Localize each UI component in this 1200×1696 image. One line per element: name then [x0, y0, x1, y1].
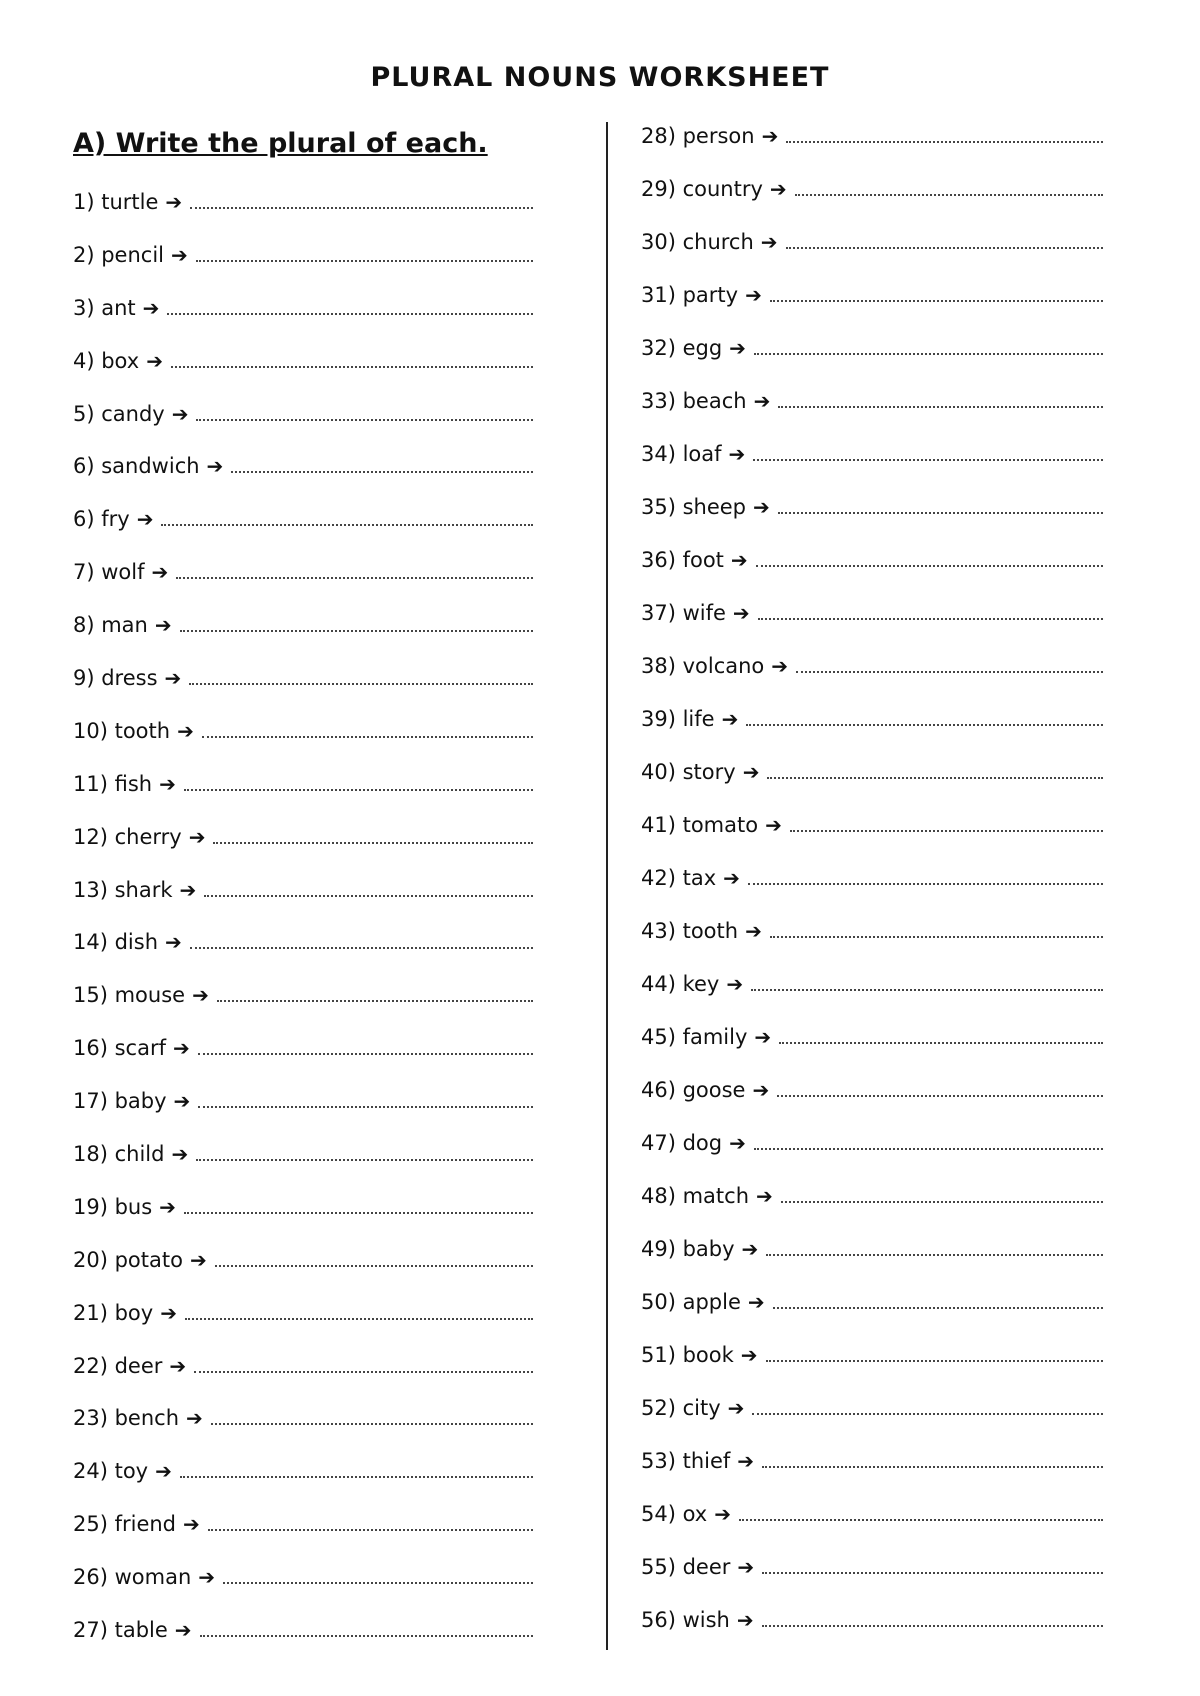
item-word: 37) wife [641, 601, 726, 625]
arrow-icon: ➔ [146, 348, 163, 373]
answer-line[interactable] [751, 988, 1103, 991]
worksheet-item [73, 930, 533, 983]
arrow-icon: ➔ [740, 1343, 758, 1367]
answer-line[interactable] [223, 1581, 533, 1584]
answer-line[interactable] [770, 299, 1103, 302]
arrow-icon: ➔ [165, 190, 183, 214]
worksheet-item [73, 296, 533, 349]
item-word: 26) woman [73, 1565, 192, 1590]
answer-line[interactable] [781, 1200, 1103, 1203]
item-word: 17) baby [73, 1089, 167, 1114]
arrow-icon: ➔ [174, 1618, 192, 1643]
answer-line[interactable] [217, 999, 533, 1002]
item-word: 19) bus [73, 1194, 153, 1219]
worksheet-item [641, 1184, 1103, 1237]
answer-line[interactable] [171, 365, 533, 368]
item-word: 41) tomato [641, 813, 759, 837]
item-word: 30) church [641, 230, 754, 254]
answer-line[interactable] [189, 682, 533, 685]
arrow-icon: ➔ [136, 507, 154, 532]
item-word: 45) family [641, 1025, 748, 1049]
worksheet-item [73, 1301, 533, 1354]
item-word: 42) tax [641, 866, 717, 890]
worksheet-item [641, 548, 1103, 601]
answer-line[interactable] [758, 617, 1103, 620]
worksheet-item [641, 1343, 1103, 1396]
item-word: 32) egg [641, 336, 723, 360]
worksheet-item [641, 760, 1103, 813]
left-column [73, 190, 533, 1671]
answer-line[interactable] [208, 1528, 533, 1531]
item-word: 39) life [641, 707, 715, 731]
item-word: 14) dish [73, 930, 159, 955]
arrow-icon: ➔ [742, 760, 760, 784]
worksheet-item [641, 1396, 1103, 1449]
arrow-icon: ➔ [732, 601, 750, 625]
worksheet-item [73, 772, 533, 825]
worksheet-item [73, 666, 533, 719]
arrow-icon: ➔ [727, 1396, 745, 1420]
item-word: 48) match [641, 1184, 750, 1208]
arrow-icon: ➔ [171, 401, 189, 426]
worksheet-item [73, 1142, 533, 1195]
item-word: 21) boy [73, 1300, 154, 1325]
right-column [641, 124, 1103, 1661]
item-word: 6) fry [73, 507, 130, 532]
arrow-icon: ➔ [173, 1089, 191, 1114]
worksheet-item [641, 1555, 1103, 1608]
answer-line[interactable] [180, 629, 533, 632]
answer-line[interactable] [200, 1634, 533, 1637]
answer-line[interactable] [762, 1624, 1103, 1627]
arrow-icon: ➔ [756, 1184, 773, 1208]
arrow-icon: ➔ [769, 177, 787, 201]
item-word: 47) dog [641, 1131, 723, 1155]
worksheet-item [641, 124, 1103, 177]
item-word: 33) beach [641, 389, 747, 413]
answer-line[interactable] [176, 576, 533, 579]
arrow-icon: ➔ [164, 666, 182, 691]
answer-line[interactable] [777, 1094, 1103, 1097]
answer-line[interactable] [185, 1317, 533, 1320]
worksheet-item [641, 919, 1103, 972]
arrow-icon: ➔ [752, 1078, 770, 1102]
answer-line[interactable] [161, 523, 533, 526]
arrow-icon: ➔ [753, 495, 770, 519]
arrow-icon: ➔ [155, 1459, 172, 1484]
item-word: 13) shark [73, 877, 173, 902]
worksheet-item [641, 1131, 1103, 1184]
answer-line[interactable] [196, 259, 533, 262]
item-word: 7) wolf [73, 560, 145, 585]
worksheet-item [73, 1565, 533, 1618]
answer-line[interactable] [778, 511, 1103, 514]
arrow-icon: ➔ [728, 442, 746, 466]
item-word: 12) cherry [73, 824, 182, 849]
answer-line[interactable] [786, 140, 1103, 143]
answer-line[interactable] [766, 1359, 1103, 1362]
worksheet-item [73, 719, 533, 772]
arrow-icon: ➔ [159, 1194, 176, 1219]
answer-line[interactable] [739, 1518, 1103, 1521]
item-word: 36) foot [641, 548, 724, 572]
item-word: 11) fish [73, 771, 153, 796]
item-word: 25) friend [73, 1512, 177, 1537]
answer-line[interactable] [767, 776, 1103, 779]
worksheet-item [73, 1248, 533, 1301]
item-word: 1) turtle [73, 190, 159, 214]
answer-line[interactable] [756, 564, 1103, 567]
item-word: 22) deer [73, 1353, 163, 1378]
arrow-icon: ➔ [765, 813, 782, 837]
arrow-icon: ➔ [729, 336, 746, 360]
arrow-icon: ➔ [723, 866, 740, 890]
arrow-icon: ➔ [189, 1247, 207, 1272]
worksheet-item [641, 601, 1103, 654]
worksheet-item [641, 442, 1103, 495]
worksheet-item [641, 813, 1103, 866]
answer-line[interactable] [778, 405, 1103, 408]
worksheet-item [641, 1449, 1103, 1502]
item-word: 29) country [641, 177, 763, 201]
arrow-icon: ➔ [741, 1237, 759, 1261]
worksheet-item [73, 878, 533, 931]
worksheet-item [73, 1618, 533, 1671]
answer-line[interactable] [198, 1105, 533, 1108]
worksheet-item [641, 283, 1103, 336]
arrow-icon: ➔ [753, 389, 771, 413]
item-word: 18) child [73, 1142, 165, 1167]
arrow-icon: ➔ [183, 1512, 200, 1537]
arrow-icon: ➔ [165, 930, 182, 955]
answer-line[interactable] [770, 935, 1103, 938]
arrow-icon: ➔ [726, 972, 744, 996]
worksheet-item [641, 1237, 1103, 1290]
item-word: 15) mouse [73, 983, 186, 1008]
worksheet-item [73, 1036, 533, 1089]
worksheet-item [641, 707, 1103, 760]
answer-line[interactable] [795, 193, 1103, 196]
item-word: 9) dress [73, 666, 158, 691]
answer-line[interactable] [215, 1264, 533, 1267]
answer-line[interactable] [196, 1158, 533, 1161]
arrow-icon: ➔ [171, 1142, 189, 1167]
answer-line[interactable] [211, 1422, 533, 1425]
item-word: 56) wish [641, 1608, 730, 1632]
item-word: 38) volcano [641, 654, 765, 678]
worksheet-item [73, 1195, 533, 1248]
arrow-icon: ➔ [737, 1449, 755, 1473]
worksheet-item [73, 825, 533, 878]
arrow-icon: ➔ [714, 1502, 731, 1526]
item-word: 5) candy [73, 401, 165, 426]
item-word: 54) ox [641, 1502, 708, 1526]
arrow-icon: ➔ [745, 919, 762, 943]
item-word: 43) tooth [641, 919, 739, 943]
arrow-icon: ➔ [169, 1353, 187, 1378]
arrow-icon: ➔ [160, 1300, 177, 1325]
arrow-icon: ➔ [771, 654, 789, 678]
worksheet-item [73, 507, 533, 560]
item-word: 10) tooth [73, 718, 171, 743]
arrow-icon: ➔ [761, 124, 779, 148]
answer-line[interactable] [779, 1041, 1103, 1044]
section-heading: A) Write the plural of each. [73, 128, 488, 159]
arrow-icon: ➔ [192, 983, 209, 1008]
arrow-icon: ➔ [747, 1290, 765, 1314]
arrow-icon: ➔ [206, 454, 224, 479]
answer-line[interactable] [790, 829, 1103, 832]
answer-line[interactable] [190, 206, 533, 209]
worksheet-item [73, 190, 533, 243]
arrow-icon: ➔ [730, 548, 748, 572]
worksheet-item [641, 1502, 1103, 1555]
column-divider [606, 122, 608, 1650]
worksheet-item [641, 336, 1103, 389]
answer-line[interactable] [196, 418, 533, 421]
worksheet-item [73, 243, 533, 296]
item-word: 3) ant [73, 295, 136, 320]
answer-line[interactable] [746, 723, 1103, 726]
worksheet-item [73, 983, 533, 1036]
item-word: 34) loaf [641, 442, 722, 466]
answer-line[interactable] [167, 312, 533, 315]
worksheet-item [73, 1459, 533, 1512]
worksheet-item [73, 1089, 533, 1142]
arrow-icon: ➔ [198, 1565, 216, 1590]
item-word: 52) city [641, 1396, 721, 1420]
arrow-icon: ➔ [151, 560, 169, 585]
worksheet-item [641, 1608, 1103, 1661]
item-word: 4) box [73, 348, 140, 373]
answer-line[interactable] [213, 841, 533, 844]
worksheet-item [641, 972, 1103, 1025]
worksheet-item [641, 1290, 1103, 1343]
arrow-icon: ➔ [737, 1555, 755, 1579]
answer-line[interactable] [766, 1253, 1103, 1256]
item-word: 46) goose [641, 1078, 746, 1102]
arrow-icon: ➔ [754, 1025, 772, 1049]
worksheet-item [641, 866, 1103, 919]
worksheet-item [641, 1025, 1103, 1078]
answer-line[interactable] [194, 1370, 533, 1373]
answer-line[interactable] [773, 1306, 1103, 1309]
arrow-icon: ➔ [142, 295, 160, 320]
item-word: 35) sheep [641, 495, 747, 519]
answer-line[interactable] [190, 946, 533, 949]
answer-line[interactable] [180, 1475, 533, 1478]
worksheet-item [73, 349, 533, 402]
worksheet-item [641, 495, 1103, 548]
arrow-icon: ➔ [760, 230, 778, 254]
answer-line[interactable] [762, 1465, 1103, 1468]
arrow-icon: ➔ [179, 877, 197, 902]
answer-line[interactable] [184, 1211, 533, 1214]
worksheet-item [73, 613, 533, 666]
worksheet-item [73, 1354, 533, 1407]
worksheet-item [73, 1406, 533, 1459]
item-word: 31) party [641, 283, 739, 307]
answer-line[interactable] [198, 1052, 533, 1055]
answer-line[interactable] [752, 1412, 1103, 1415]
answer-line[interactable] [786, 246, 1103, 249]
answer-line[interactable] [184, 788, 533, 791]
item-word: 24) toy [73, 1459, 149, 1484]
worksheet-item [73, 402, 533, 455]
item-word: 2) pencil [73, 242, 165, 267]
arrow-icon: ➔ [188, 824, 206, 849]
item-word: 8) man [73, 613, 148, 638]
page-title: PLURAL NOUNS WORKSHEET [370, 62, 830, 93]
worksheet-item [641, 177, 1103, 230]
answer-line[interactable] [753, 458, 1103, 461]
arrow-icon: ➔ [729, 1131, 746, 1155]
arrow-icon: ➔ [736, 1608, 754, 1632]
worksheet-item [641, 1078, 1103, 1131]
answer-line[interactable] [762, 1571, 1103, 1574]
item-word: 50) apple [641, 1290, 741, 1314]
worksheet-item [641, 389, 1103, 442]
item-word: 6) sandwich [73, 454, 200, 479]
arrow-icon: ➔ [721, 707, 739, 731]
item-word: 27) table [73, 1618, 168, 1643]
arrow-icon: ➔ [172, 1036, 190, 1061]
answer-line[interactable] [754, 1147, 1103, 1150]
item-word: 20) potato [73, 1247, 183, 1272]
arrow-icon: ➔ [154, 613, 172, 638]
arrow-icon: ➔ [177, 718, 194, 743]
item-word: 16) scarf [73, 1036, 166, 1061]
item-word: 23) bench [73, 1406, 180, 1431]
arrow-icon: ➔ [171, 242, 188, 267]
item-word: 40) story [641, 760, 736, 784]
arrow-icon: ➔ [745, 283, 762, 307]
arrow-icon: ➔ [186, 1406, 203, 1431]
item-word: 53) thief [641, 1449, 731, 1473]
answer-line[interactable] [231, 470, 533, 473]
item-word: 28) person [641, 124, 755, 148]
answer-line[interactable] [202, 735, 533, 738]
arrow-icon: ➔ [159, 771, 176, 796]
answer-line[interactable] [754, 352, 1103, 355]
worksheet-item [641, 654, 1103, 707]
item-word: 55) deer [641, 1555, 731, 1579]
item-word: 51) book [641, 1343, 734, 1367]
answer-line[interactable] [748, 882, 1103, 885]
worksheet-item [73, 454, 533, 507]
answer-line[interactable] [796, 670, 1103, 673]
worksheet-item [73, 1512, 533, 1565]
worksheet-item [641, 230, 1103, 283]
item-word: 49) baby [641, 1237, 735, 1261]
answer-line[interactable] [204, 894, 533, 897]
worksheet-item [73, 560, 533, 613]
item-word: 44) key [641, 972, 720, 996]
